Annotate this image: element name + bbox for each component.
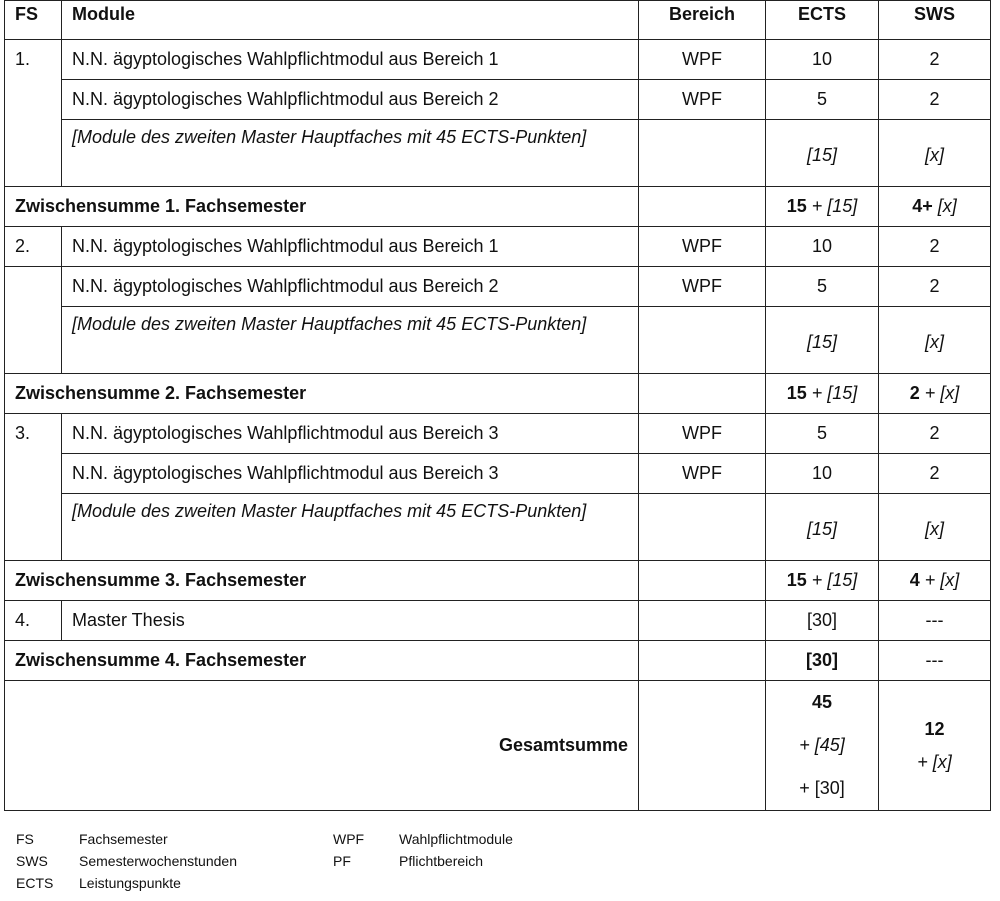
table-row [5, 414, 991, 454]
module-cell: [Module des zweiten Master Hauptfaches mit 45 ECTS-Punkten] [62, 120, 639, 187]
total-label: Gesamtsumme [5, 681, 639, 811]
ects-total [766, 681, 879, 811]
legend-key: SWS [16, 853, 48, 869]
sws-subtotal [879, 187, 991, 227]
sws-bold: 4+ [912, 196, 933, 216]
bereich-cell: WPF [639, 454, 766, 494]
bereich-cell [639, 307, 766, 374]
sws-total [879, 681, 991, 811]
ects-subtotal [766, 187, 879, 227]
table-row [5, 40, 991, 80]
ects-total-1: 45 [811, 692, 833, 712]
ects-bold: 15 [786, 383, 807, 403]
sws-total-2: + [x] [917, 751, 952, 772]
fs-cell: 4. [5, 601, 62, 641]
sws-cell: 2 [879, 227, 991, 267]
subtotal-row [5, 561, 991, 601]
fs-cell: 2. [5, 227, 62, 267]
sws-cell: 2 [879, 267, 991, 307]
legend-value: Semesterwochenstunden [79, 853, 237, 869]
ects-cell: [30] [766, 601, 879, 641]
bereich-cell [639, 601, 766, 641]
subtotal-row [5, 187, 991, 227]
sws-subtotal [879, 374, 991, 414]
legend [16, 828, 513, 894]
sws-rest: [x] [937, 196, 957, 216]
ects-total-2: + [45] [799, 735, 845, 755]
header-bereich: Bereich [639, 1, 766, 40]
sws-cell: 2 [879, 454, 991, 494]
table-row [5, 307, 991, 374]
ects-rest: + [15] [811, 383, 858, 403]
sws-bold: 4 [909, 570, 920, 590]
ects-total-3: + [30] [799, 778, 845, 798]
table-row [5, 267, 991, 307]
subtotal-label: Zwischensumme 4. Fachsemester [5, 641, 639, 681]
table-row [5, 454, 991, 494]
sws-cell: --- [879, 601, 991, 641]
total-row [5, 681, 991, 811]
ects-cell: [15] [766, 494, 879, 561]
sws-subtotal [879, 561, 991, 601]
ects-cell: 10 [766, 40, 879, 80]
table-row [5, 227, 991, 267]
module-table [4, 0, 991, 811]
legend-value: Leistungspunkte [79, 875, 181, 891]
ects-bold: 15 [786, 570, 807, 590]
ects-cell: 5 [766, 267, 879, 307]
legend-key: ECTS [16, 875, 54, 891]
sws-total-1: 12 [924, 718, 945, 739]
sws-bold: 2 [909, 383, 920, 403]
bereich-cell: WPF [639, 267, 766, 307]
bereich-cell [639, 681, 766, 811]
ects-subtotal [766, 561, 879, 601]
module-cell: N.N. ägyptologisches Wahlpflichtmodul aus Bereich 2 [62, 80, 639, 120]
module-cell: Master Thesis [62, 601, 639, 641]
table-row [5, 601, 991, 641]
bereich-cell [639, 187, 766, 227]
table-row [5, 80, 991, 120]
header-fs: FS [5, 1, 62, 40]
legend-row [16, 872, 513, 894]
header-sws: SWS [879, 1, 991, 40]
module-cell: [Module des zweiten Master Hauptfaches mit 45 ECTS-Punkten] [62, 307, 639, 374]
sws-cell: 2 [879, 414, 991, 454]
bereich-cell [639, 374, 766, 414]
module-cell: N.N. ägyptologisches Wahlpflichtmodul aus Bereich 3 [62, 414, 639, 454]
module-cell: N.N. ägyptologisches Wahlpflichtmodul aus Bereich 3 [62, 454, 639, 494]
header-ects: ECTS [766, 1, 879, 40]
legend-row [16, 828, 513, 850]
bereich-cell [639, 561, 766, 601]
sws-cell: 2 [879, 80, 991, 120]
ects-rest: + [15] [811, 196, 858, 216]
bereich-cell [639, 120, 766, 187]
bereich-cell [639, 641, 766, 681]
bereich-cell: WPF [639, 40, 766, 80]
sws-rest: + [x] [924, 383, 960, 403]
legend-row [16, 850, 513, 872]
ects-bold: 15 [786, 196, 807, 216]
ects-cell: 5 [766, 80, 879, 120]
module-cell: N.N. ägyptologisches Wahlpflichtmodul aus Bereich 1 [62, 40, 639, 80]
sws-cell: [x] [879, 307, 991, 374]
sws-cell: [x] [879, 494, 991, 561]
module-cell: [Module des zweiten Master Hauptfaches mit 45 ECTS-Punkten] [62, 494, 639, 561]
legend-value: Fachsemester [79, 831, 168, 847]
table-row [5, 494, 991, 561]
sws-cell: 2 [879, 40, 991, 80]
subtotal-label: Zwischensumme 1. Fachsemester [5, 187, 639, 227]
fs-cell: 1. [5, 40, 62, 187]
sws-subtotal: --- [879, 641, 991, 681]
legend-key: WPF [333, 831, 365, 847]
legend-value: Pflichtbereich [399, 853, 484, 869]
ects-cell: 5 [766, 414, 879, 454]
subtotal-label: Zwischensumme 2. Fachsemester [5, 374, 639, 414]
subtotal-row [5, 374, 991, 414]
ects-subtotal: [30] [766, 641, 879, 681]
legend-value: Wahlpflichtmodule [399, 831, 513, 847]
ects-cell: [15] [766, 120, 879, 187]
bereich-cell: WPF [639, 80, 766, 120]
header-row [5, 1, 991, 40]
header-module: Module [62, 1, 639, 40]
fs-cell [5, 267, 62, 374]
ects-cell: 10 [766, 227, 879, 267]
subtotal-label: Zwischensumme 3. Fachsemester [5, 561, 639, 601]
bereich-cell: WPF [639, 414, 766, 454]
sws-cell: [x] [879, 120, 991, 187]
legend-key: PF [333, 853, 351, 869]
module-cell: N.N. ägyptologisches Wahlpflichtmodul aus Bereich 2 [62, 267, 639, 307]
bereich-cell [639, 494, 766, 561]
legend-key: FS [16, 831, 34, 847]
ects-subtotal [766, 374, 879, 414]
module-cell: N.N. ägyptologisches Wahlpflichtmodul aus Bereich 1 [62, 227, 639, 267]
sws-rest: + [x] [924, 570, 960, 590]
fs-cell: 3. [5, 414, 62, 561]
ects-cell: 10 [766, 454, 879, 494]
subtotal-row [5, 641, 991, 681]
bereich-cell: WPF [639, 227, 766, 267]
ects-rest: + [15] [811, 570, 858, 590]
table-row [5, 120, 991, 187]
ects-cell: [15] [766, 307, 879, 374]
